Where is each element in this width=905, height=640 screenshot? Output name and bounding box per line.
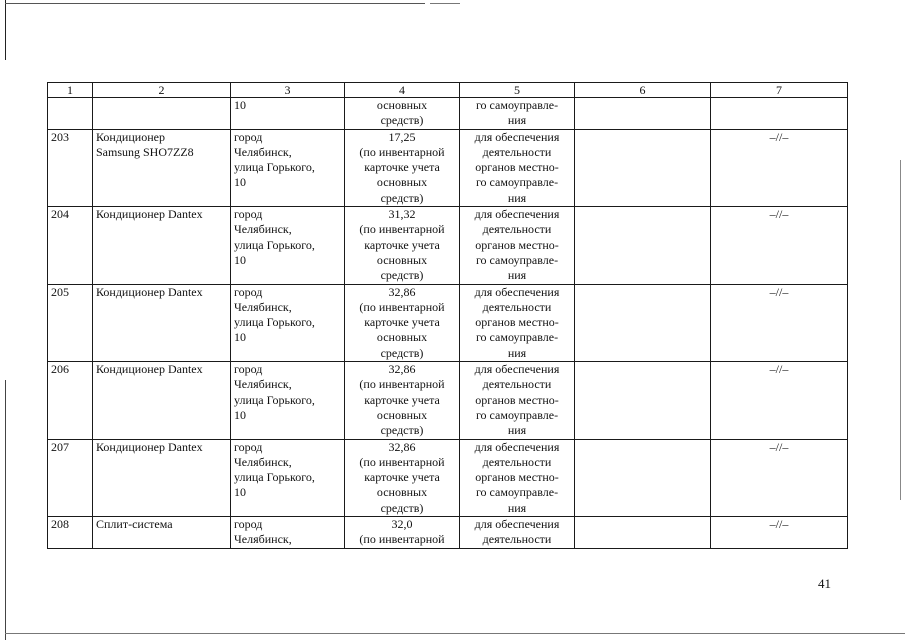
table-row (48, 517, 848, 549)
value-cell: 32,86 (по инвентарной карточке учета основных средств) (345, 362, 460, 439)
item-name-cell: Кондиционер Dantex (93, 207, 231, 284)
column-6-cell (575, 517, 711, 549)
item-name-cell: Кондиционер Dantex (93, 284, 231, 361)
address-cell: город Челябинск, улица Горького, 10 (231, 362, 345, 439)
address-cell: город Челябинск, улица Горького, 10 (231, 207, 345, 284)
scan-edge (5, 3, 425, 4)
header-cell: 1 (48, 83, 93, 98)
scan-edge (430, 3, 460, 4)
item-name-cell: Кондиционер Samsung SHO7ZZ8 (93, 129, 231, 206)
value-cell: основных средств) (345, 98, 460, 130)
purpose-cell: для обеспечения деятельности (460, 517, 575, 549)
column-7-cell: –//– (711, 439, 848, 516)
column-6-cell (575, 98, 711, 130)
column-6-cell (575, 362, 711, 439)
purpose-cell: го самоуправле- ния (460, 98, 575, 130)
value-cell: 31,32 (по инвентарной карточке учета основных средств) (345, 207, 460, 284)
purpose-cell: для обеспечения деятельности органов местно- го самоуправле- ния (460, 129, 575, 206)
purpose-cell: для обеспечения деятельности органов местно- го самоуправле- ния (460, 439, 575, 516)
purpose-cell: для обеспечения деятельности органов местно- го самоуправле- ния (460, 207, 575, 284)
header-cell: 4 (345, 83, 460, 98)
item-number-cell: 205 (48, 284, 93, 361)
address-cell: город Челябинск, улица Горького, 10 (231, 284, 345, 361)
value-cell: 32,86 (по инвентарной карточке учета основных средств) (345, 439, 460, 516)
table-row (48, 362, 848, 439)
item-number-cell: 206 (48, 362, 93, 439)
address-cell: город Челябинск, (231, 517, 345, 549)
column-6-cell (575, 439, 711, 516)
item-name-cell (93, 98, 231, 130)
item-number-cell: 203 (48, 129, 93, 206)
purpose-cell: для обеспечения деятельности органов местно- го самоуправле- ния (460, 284, 575, 361)
scan-edge (5, 380, 6, 640)
item-number-cell: 207 (48, 439, 93, 516)
table-row (48, 284, 848, 361)
value-cell: 17,25 (по инвентарной карточке учета основных средств) (345, 129, 460, 206)
header-cell: 6 (575, 83, 711, 98)
item-number-cell: 208 (48, 517, 93, 549)
table-header-row (48, 83, 848, 98)
table-row (48, 129, 848, 206)
table-row (48, 98, 848, 130)
value-cell: 32,0 (по инвентарной (345, 517, 460, 549)
item-name-cell: Кондиционер Dantex (93, 439, 231, 516)
column-6-cell (575, 284, 711, 361)
column-7-cell: –//– (711, 362, 848, 439)
item-number-cell: 204 (48, 207, 93, 284)
address-cell: город Челябинск, улица Горького, 10 (231, 129, 345, 206)
column-7-cell (711, 98, 848, 130)
address-cell: 10 (231, 98, 345, 130)
item-number-cell (48, 98, 93, 130)
column-7-cell: –//– (711, 284, 848, 361)
item-name-cell: Кондиционер Dantex (93, 362, 231, 439)
table-row (48, 439, 848, 516)
column-6-cell (575, 129, 711, 206)
column-7-cell: –//– (711, 207, 848, 284)
purpose-cell: для обеспечения деятельности органов местно- го самоуправле- ния (460, 362, 575, 439)
value-cell: 32,86 (по инвентарной карточке учета основных средств) (345, 284, 460, 361)
header-cell: 2 (93, 83, 231, 98)
header-cell: 5 (460, 83, 575, 98)
item-name-cell: Сплит-система (93, 517, 231, 549)
column-7-cell: –//– (711, 517, 848, 549)
header-cell: 7 (711, 83, 848, 98)
scan-edge (5, 0, 6, 60)
page-number: 41 (818, 576, 831, 591)
address-cell: город Челябинск, улица Горького, 10 (231, 439, 345, 516)
column-6-cell (575, 207, 711, 284)
column-7-cell: –//– (711, 129, 848, 206)
table-row (48, 207, 848, 284)
property-table (47, 82, 848, 549)
header-cell: 3 (231, 83, 345, 98)
scan-edge (900, 160, 901, 500)
scan-edge (5, 633, 905, 634)
